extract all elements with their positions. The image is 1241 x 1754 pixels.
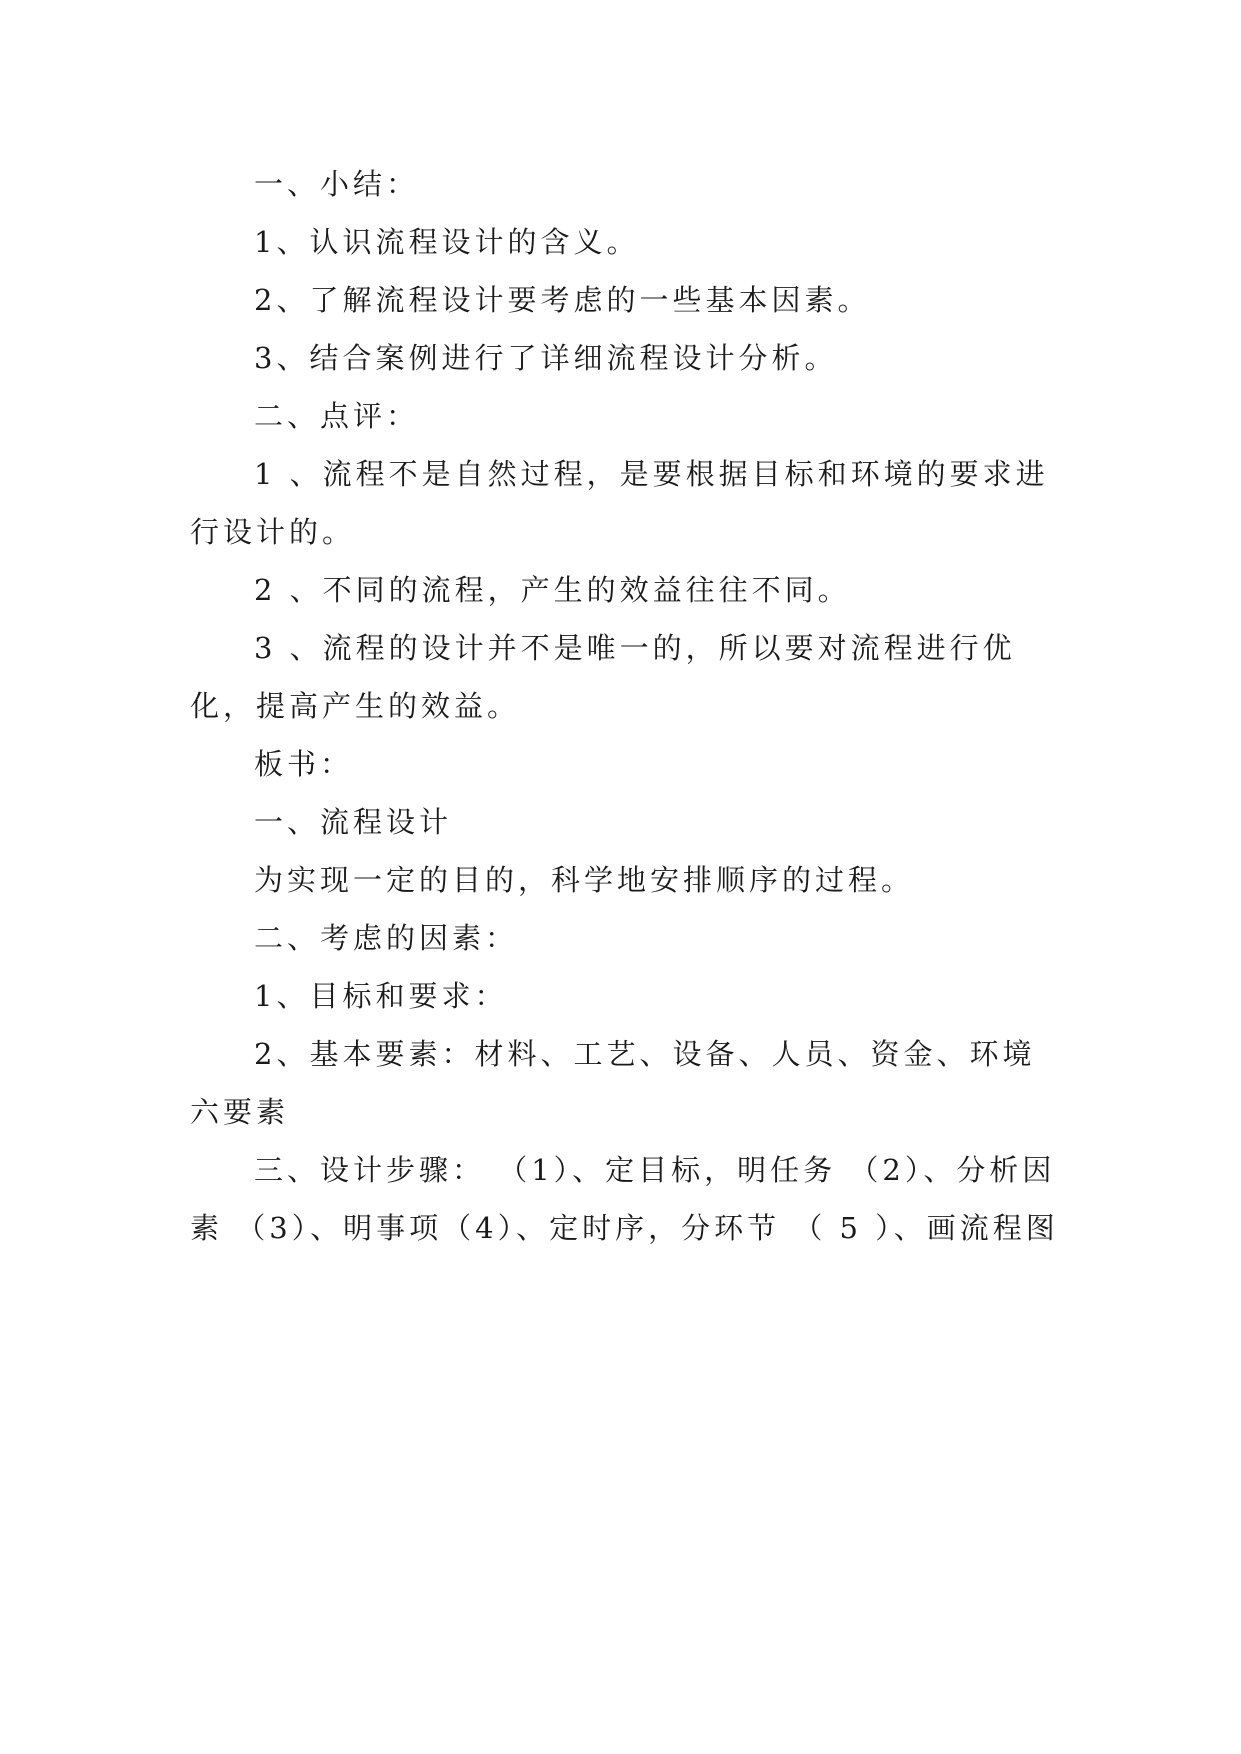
summary-item-1: 1、认识流程设计的含义。	[254, 225, 640, 259]
board-section1-text: 为实现一定的目的，科学地安排顺序的过程。	[254, 863, 915, 897]
board-heading: 板书：	[254, 747, 354, 781]
board-section3-text: 三、设计步骤： （1）、定目标，明任务 （2）、分析因素 （3）、明事项（4）、定时序，分环节 （ 5 ）、画流程图	[190, 1153, 1059, 1245]
summary-item-2: 2、了解流程设计要考虑的一些基本因素。	[254, 283, 871, 317]
board-section2-item-1: 1、目标和要求：	[254, 979, 508, 1013]
summary-item-3: 3、结合案例进行了详细流程设计分析。	[254, 341, 838, 375]
board-section2-item-2: 2、基本要素：材料、工艺、设备、人员、资金、环境六要素	[190, 1037, 1036, 1129]
summary-heading: 一、小结：	[254, 167, 420, 201]
board-section2-title: 二、考虑的因素：	[254, 921, 519, 955]
review-item-3: 3 、流程的设计并不是唯一的，所以要对流程进行优化，提高产生的效益。	[190, 631, 1016, 723]
review-heading: 二、点评：	[254, 399, 420, 433]
board-section1-title: 一、流程设计	[254, 805, 453, 839]
review-item-1: 1 、流程不是自然过程，是要根据目标和环境的要求进行设计的。	[190, 457, 1049, 549]
review-item-2: 2 、不同的流程，产生的效益往往不同。	[254, 573, 851, 607]
